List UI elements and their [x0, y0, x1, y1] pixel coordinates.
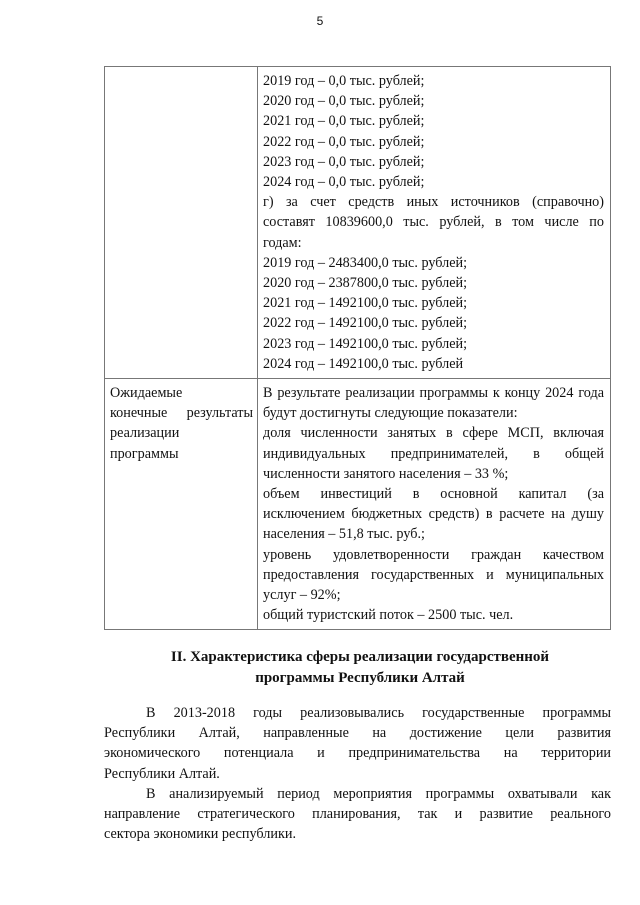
table-row: [105, 379, 611, 630]
text-line: населения – 51,8 тыс. руб.;: [263, 526, 425, 543]
table-row: [105, 67, 611, 379]
label-line: реализации: [110, 425, 180, 442]
text-line: 2022 год – 0,0 тыс. рублей;: [263, 133, 425, 150]
text-line: 2024 год – 0,0 тыс. рублей;: [263, 174, 425, 191]
text-line: составят 10839600,0 тыс. рублей, в том числе по: [263, 214, 604, 231]
label-line: программы: [110, 445, 179, 462]
text-line: 2022 год – 1492100,0 тыс. рублей;: [263, 315, 468, 332]
text-line: 2023 год – 1492100,0 тыс. рублей;: [263, 335, 468, 352]
text-line: 2020 год – 2387800,0 тыс. рублей;: [263, 275, 468, 292]
paragraph-line: Республики Алтай.: [104, 765, 220, 782]
text-line: объем инвестиций в основной капитал (за: [263, 486, 604, 503]
text-line: доля численности занятых в сфере МСП, включая: [263, 425, 604, 442]
label-line: Ожидаемые: [110, 385, 183, 402]
label-line: конечные результаты: [110, 405, 253, 422]
text-line: 2024 год – 1492100,0 тыс. рублей: [263, 355, 464, 372]
expected-results-cell: [258, 379, 611, 630]
text-line: исключением бюджетных средств) в расчете на душу: [263, 506, 604, 523]
paragraph-line: направление стратегического планирования, так и развитие реального: [104, 806, 611, 823]
section-body: [104, 703, 611, 844]
section-heading-line: программы Республики Алтай: [255, 670, 465, 686]
text-line: численности занятого населения – 33 %;: [263, 465, 509, 482]
text-line: услуг – 92%;: [263, 587, 341, 604]
text-line: годам:: [263, 234, 302, 251]
text-line: 2020 год – 0,0 тыс. рублей;: [263, 93, 425, 110]
section-heading-line: II. Характеристика сферы реализации государственной: [170, 649, 550, 665]
funding-sources-cell: [258, 67, 611, 379]
text-line: уровень удовлетворенности граждан качеством: [263, 546, 604, 563]
paragraph-line: сектора экономики республики.: [104, 826, 297, 843]
text-line: г) за счет средств иных источников (справочно): [263, 194, 604, 211]
paragraph-line: В анализируемый период мероприятия программы охватывали как: [146, 785, 611, 802]
text-line: В результате реализации программы к концу 2024 года: [263, 385, 604, 402]
section-heading: [100, 647, 620, 689]
text-line: 2023 год – 0,0 тыс. рублей;: [263, 153, 425, 170]
text-line: индивидуальных предпринимателей, в общей: [263, 445, 604, 462]
text-line: 2019 год – 2483400,0 тыс. рублей;: [263, 254, 468, 271]
text-line: 2021 год – 0,0 тыс. рублей;: [263, 113, 425, 130]
program-passport-table: [104, 66, 611, 630]
text-line: 2021 год – 1492100,0 тыс. рублей;: [263, 295, 468, 312]
text-line: общий туристский поток – 2500 тыс. чел.: [263, 607, 514, 624]
paragraph-line: Республики Алтай, направленные на достижение цели развития: [104, 725, 611, 742]
page-number: 5: [316, 14, 324, 28]
paragraph-line: В 2013-2018 годы реализовывались государственные программы: [146, 705, 611, 721]
paragraph-line: экономического потенциала и предпринимательства на территории: [104, 745, 611, 762]
row-label-cell: [105, 67, 258, 379]
expected-results-label-cell: [105, 379, 258, 630]
text-line: будут достигнуты следующие показатели:: [263, 405, 518, 422]
text-line: 2019 год – 0,0 тыс. рублей;: [263, 73, 425, 89]
text-line: предоставления государственных и муниципальных: [263, 566, 604, 583]
